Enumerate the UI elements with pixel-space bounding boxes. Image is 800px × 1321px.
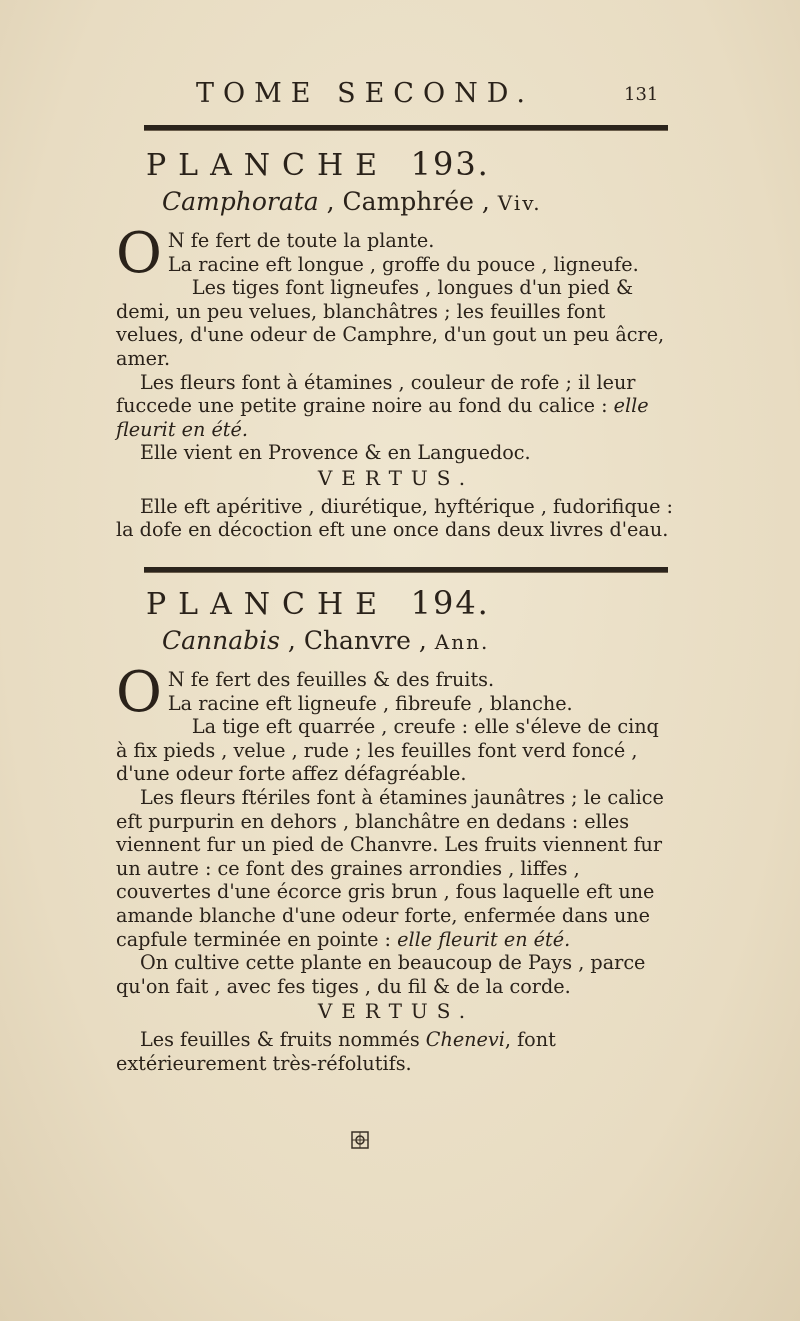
paragraph: Les tiges font ligneufes , longues d'un pied & demi, un peu velues, blanchâtres ; les feuilles font velues, d'une odeur de Camphre, d'un gout un peu âcre, amer. [116,276,665,370]
species-heading: Cannabis , Chanvre , Ann. [162,626,490,655]
fleuron-icon [350,1130,370,1150]
paragraph: La racine eft longue , groffe du pouce , ligneufe. [167,252,639,276]
paragraph: Elle eft apéritive , diurétique, hyftérique , fudorifique : la dofe en décoction eft une once dans deux livres d'eau. [116,494,673,542]
plant-name-italic: Chenevi [425,1027,505,1051]
plate-description [116,221,676,542]
paragraph: N fe fert des feuilles & des fruits. [167,668,495,691]
season-abbrev: Ann. [434,630,490,654]
paragraph: N fe fert de toute la plante. [167,229,435,252]
plate-label: PLANCHE [146,148,390,183]
common-name: Camphrée [342,187,474,216]
page-number: 131 [624,84,659,105]
plate-193-section [116,145,676,542]
paragraph: On cultive cette plante en beaucoup de Pays , parce qu'on fait , avec fes tiges , du fil & de la corde. [116,951,646,998]
plate-194-section [116,584,676,1075]
vertus-heading: VERTUS. [317,465,475,490]
paragraph: La tige eft quarrée , creufe : elle s'éleve de cinq à fix pieds , velue , rude ; les feuilles font verd foncé , d'une odeur forte affez défagréable. [116,715,659,786]
drop-cap: O [116,221,162,286]
paragraph [116,786,676,951]
paragraph [116,371,676,442]
running-head: TOME SECOND. [196,78,534,109]
paragraph-text: , font extérieurement très-réfolutifs. [116,1027,556,1075]
latin-name: Camphorata [162,187,319,216]
paragraph [116,1028,676,1075]
plate-number: 193. [410,145,490,183]
page-header [0,78,800,110]
latin-name: Cannabis [162,626,280,655]
paragraph: Elle vient en Provence & en Languedoc. [140,441,531,465]
vertus-heading: VERTUS. [317,999,475,1024]
plate-title [146,145,676,187]
divider-rule-top [144,125,668,131]
paragraph: La racine eft ligneufe , fibreufe , blanche. [167,691,573,715]
opening-paragraph [116,221,676,286]
drop-cap: O [116,660,162,725]
flowering-note: elle fleurit en été. [116,394,649,441]
plate-label: PLANCHE [146,587,390,622]
plate-title [146,584,676,626]
plate-description [116,660,676,1075]
divider-rule-middle [144,567,668,573]
flowering-note: elle fleurit en été. [397,927,571,951]
plate-number: 194. [410,584,490,622]
paragraph-text: Les fleurs font à étamines , couleur de rofe ; il leur fuccede une petite graine noire au fond du calice : [116,370,636,418]
paragraph-text: Les feuilles & fruits nommés [140,1027,426,1051]
species-heading: Camphorata , Camphrée , Viv. [162,187,542,216]
paragraph-text: Les fleurs ftériles font à étamines jaunâtres ; le calice eft purpurin en dehors , blanchâtre en dedans : elles viennent fur un pied de Chanvre. Les fruits viennent fur un autre : ce font des graines arrondies , liffes , couvertes d'une écorce gris brun , fous laquelle eft une amande blanche d'une odeur forte, enfermée dans une capfule terminée en pointe : [116,785,664,951]
opening-paragraph [116,660,676,725]
common-name: Chanvre [303,626,411,655]
season-abbrev: Viv. [497,191,542,215]
